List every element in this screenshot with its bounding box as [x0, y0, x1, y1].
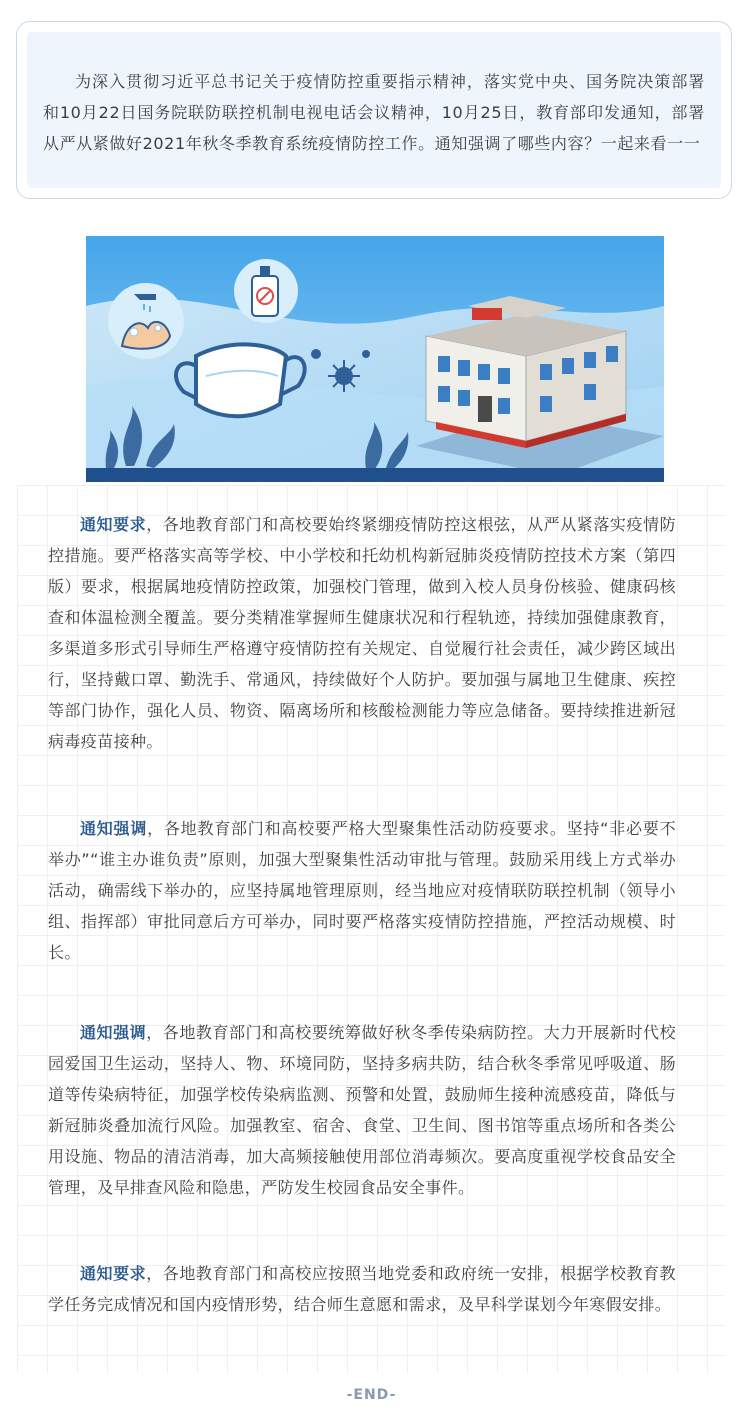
- paragraph-3-body: ，各地教育部门和高校要统筹做好秋冬季传染病防控。大力开展新时代校园爱国卫生运动，坚持人、物、环境同防，坚持多病共防，结合秋冬季常见呼吸道、肠道等传染病特征，加强学校传染病监测、预警和处置，鼓励师生接种流感疫苗，降低与新冠肺炎叠加流行风险。加强教室、宿舍、食堂、卫生间、图书馆等重点场所和各类公用设施、物品的清洁消毒，加大高频接触使用部位消毒频次。要高度重视学校食品安全管理，及早排查风险和隐患，严防发生校园食品安全事件。: [48, 1023, 676, 1197]
- paragraph-4-body: ，各地教育部门和高校应按照当地党委和政府统一安排，根据学校教育教学任务完成情况和国内疫情形势，结合师生意愿和需求，及早科学谋划今年寒假安排。: [48, 1264, 676, 1314]
- end-mark: -END-: [346, 1387, 397, 1403]
- intro-inner: [27, 32, 721, 188]
- paragraph-4: [48, 1258, 676, 1320]
- handwash-icon: [108, 283, 184, 359]
- paragraph-4-lead: 通知要求: [80, 1264, 147, 1283]
- paragraph-1-lead: 通知要求: [80, 515, 147, 534]
- paragraph-3-lead: 通知强调: [80, 1023, 147, 1042]
- intro-box: [16, 21, 732, 199]
- paragraph-1-body: ，各地教育部门和高校要始终紧绷疫情防控这根弦，从严从紧落实疫情防控措施。要严格落实高等学校、中小学校和托幼机构新冠肺炎疫情防控技术方案（第四版）要求，根据属地疫情防控政策，加强校门管理，做到入校人员身份核验、健康码核查和体温检测全覆盖。要分类精准掌握师生健康状况和行程轨迹，持续加强健康教育，多渠道多形式引导师生严格遵守疫情防控有关规定、自觉履行社会责任，减少跨区域出行，坚持戴口罩、勤洗手、常通风，持续做好个人防护。要加强与属地卫生健康、疾控等部门协作，强化人员、物资、隔离场所和核酸检测能力等应急储备。要持续推进新冠病毒疫苗接种。: [48, 515, 676, 751]
- paragraph-2-lead: 通知强调: [80, 819, 148, 838]
- paragraph-2-body: ，各地教育部门和高校要严格大型聚集性活动防疫要求。坚持“非必要不举办”“谁主办谁负责”原则，加强大型聚集性活动审批与管理。鼓励采用线上方式举办活动，确需线下举办的，应坚持属地管理原则，经当地应对疫情联防联控机制（领导小组、指挥部）审批同意后方可举办，同时要严格落实疫情防控措施，严控活动规模、时长。: [48, 819, 676, 962]
- epidemic-school-illustration: [86, 236, 664, 482]
- sanitizer-bottle-icon: [234, 259, 298, 323]
- paragraph-3: [48, 1017, 676, 1203]
- intro-text: 为深入贯彻习近平总书记关于疫情防控重要指示精神，落实党中央、国务院决策部署和10月22日国务院联防联控机制电视电话会议精神，10月25日，教育部印发通知，部署从严从紧做好2021年秋冬季教育系统疫情防控工作。通知强调了哪些内容？一起来看一一: [43, 72, 705, 153]
- bottom-band: [86, 468, 664, 482]
- illustration-banner: [86, 236, 664, 482]
- paragraph-1: [48, 509, 676, 757]
- paragraph-2: [48, 813, 676, 968]
